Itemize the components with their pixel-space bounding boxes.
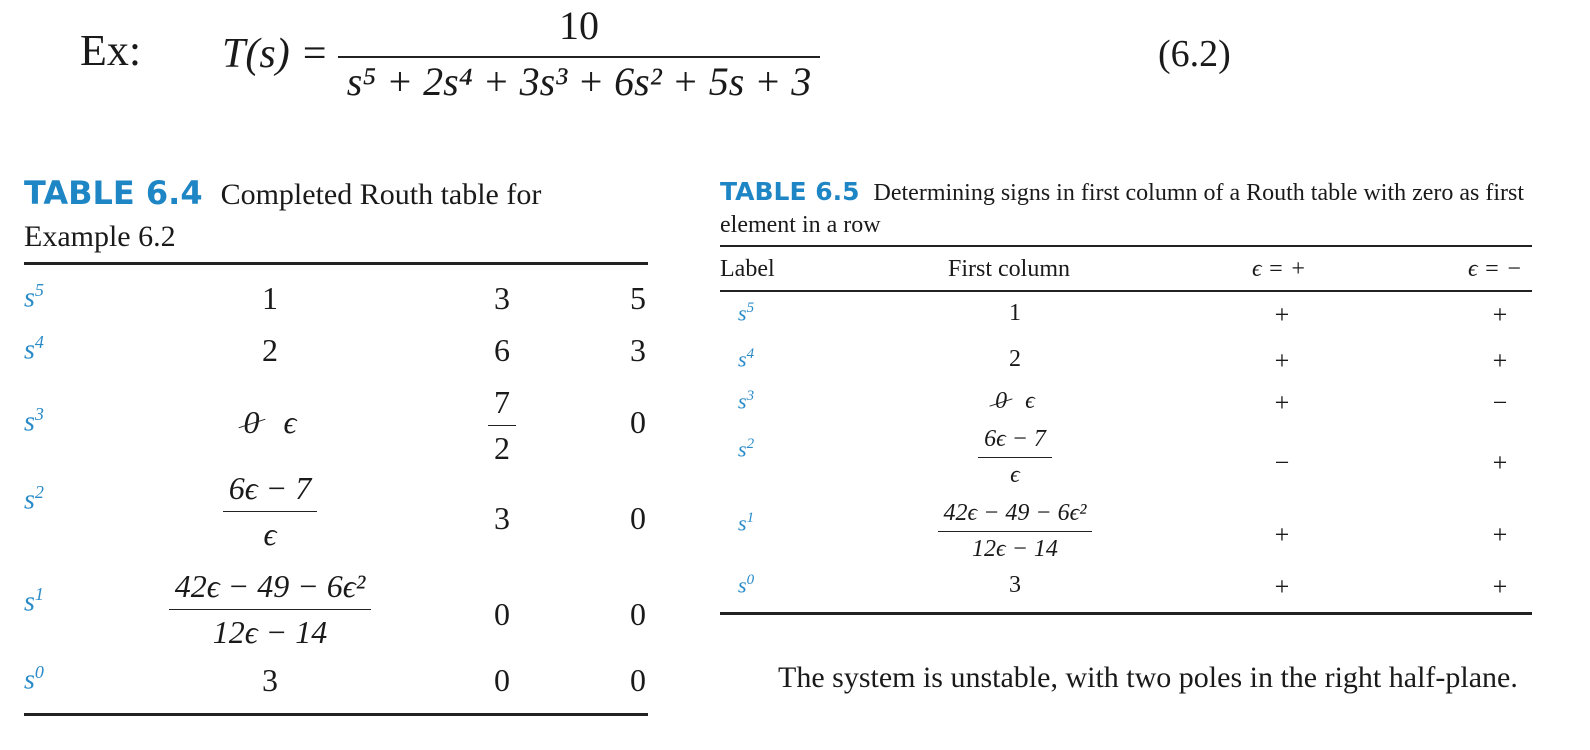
table-row-label: $s^1$ [738, 510, 755, 536]
table-row-label: $s^5$ [24, 280, 44, 314]
table-cell: 0 [630, 500, 646, 536]
table-6-4-title: Completed Routh table for Example 6.2 [24, 178, 542, 253]
table-cell: 6 [494, 332, 510, 368]
table-cell: $\frac{\text{42ϵ − 49 − 6ϵ²}}{12\epsilon - 14}$ [900, 500, 1130, 563]
table-6-5-top-rule [720, 245, 1532, 247]
table-cell: + [1492, 520, 1508, 549]
table-cell: + [1274, 300, 1290, 329]
table-cell: 0 [494, 662, 510, 698]
struck-zero: 0 [995, 388, 1008, 414]
table-cell: 3 [494, 500, 510, 536]
table-cell: + [1274, 572, 1290, 601]
table-cell: $\frac{\text{42ϵ − 49 − 6ϵ²}}{12\epsilon - 14}$ [130, 568, 410, 651]
table-row-label: $s^2$ [24, 482, 44, 516]
table-6-5-caption [720, 176, 1540, 241]
table-cell: 5 [630, 280, 646, 316]
table-cell: + [1492, 300, 1508, 329]
table-cell: + [1274, 346, 1290, 375]
table-row-label: $s^0$ [738, 572, 755, 598]
table-row-label: $s^2$ [738, 436, 755, 462]
table-cell: 1 [262, 280, 278, 316]
table-cell: $\frac{7}{2}$ [470, 384, 534, 467]
table-6-4-label: TABLE 6.4 [24, 174, 203, 212]
table-cell: + [1492, 572, 1508, 601]
table-6-4-bottom-rule [24, 713, 648, 716]
column-header: ϵ = + [1252, 256, 1307, 282]
table-6-5-title: Determining signs in first column of a Routh table with zero as first element in a row [720, 180, 1525, 238]
transfer-function-lhs: T(s) = [222, 31, 329, 77]
table-cell: 1 [1009, 300, 1021, 326]
table-cell: $\frac{6\epsilon - 7}{\epsilon}$ [900, 426, 1130, 489]
table-row-label: $s^0$ [24, 662, 44, 696]
table-cell: − [1492, 388, 1508, 417]
column-header: First column [948, 256, 1071, 282]
table-cell: 0 [630, 404, 646, 440]
table-row-label: $s^1$ [24, 584, 44, 618]
table-row-label: $s^3$ [738, 388, 755, 414]
table-cell: − [1274, 448, 1290, 477]
table-row-label: $s^4$ [24, 332, 44, 366]
struck-zero: 0 [243, 404, 260, 440]
table-cell: 0 ϵ [995, 388, 1035, 414]
table-6-4-top-rule [24, 262, 648, 265]
column-header: Label [720, 256, 775, 282]
table-cell: 0 [630, 662, 646, 698]
table-6-5-label: TABLE 6.5 [720, 177, 860, 206]
conclusion-text: The system is unstable, with two poles in the right half-plane. [778, 661, 1518, 694]
table-cell: $\frac{6\epsilon - 7}{\epsilon}$ [130, 470, 410, 553]
table-row-label: $s^3$ [24, 404, 44, 438]
column-header: ϵ = − [1468, 256, 1523, 282]
table-cell: 3 [630, 332, 646, 368]
table-cell: + [1492, 346, 1508, 375]
table-cell: 0 ϵ [243, 404, 297, 440]
table-cell: + [1274, 388, 1290, 417]
fraction-bar [338, 56, 820, 58]
transfer-function-denominator: s⁵ + 2s⁴ + 3s³ + 6s² + 5s + 3 [346, 59, 812, 104]
equation-number: (6.2) [1158, 33, 1231, 75]
table-cell: 3 [494, 280, 510, 316]
table-cell: 2 [262, 332, 278, 368]
table-cell: + [1492, 448, 1508, 477]
table-cell: 0 [630, 596, 646, 632]
table-cell: 3 [262, 662, 278, 698]
table-cell: + [1274, 520, 1290, 549]
table-6-5-header-rule [720, 290, 1532, 292]
table-cell: 3 [1009, 572, 1021, 598]
example-label: Ex: [80, 26, 142, 75]
table-cell: 2 [1009, 346, 1021, 372]
table-row-label: $s^4$ [738, 346, 755, 372]
table-6-5-bottom-rule [720, 612, 1532, 615]
transfer-function-fraction [338, 2, 820, 104]
transfer-function-numerator: 10 [559, 3, 599, 48]
table-6-4-caption [24, 172, 644, 258]
table-row-label: $s^5$ [738, 300, 755, 326]
table-cell: 0 [494, 596, 510, 632]
